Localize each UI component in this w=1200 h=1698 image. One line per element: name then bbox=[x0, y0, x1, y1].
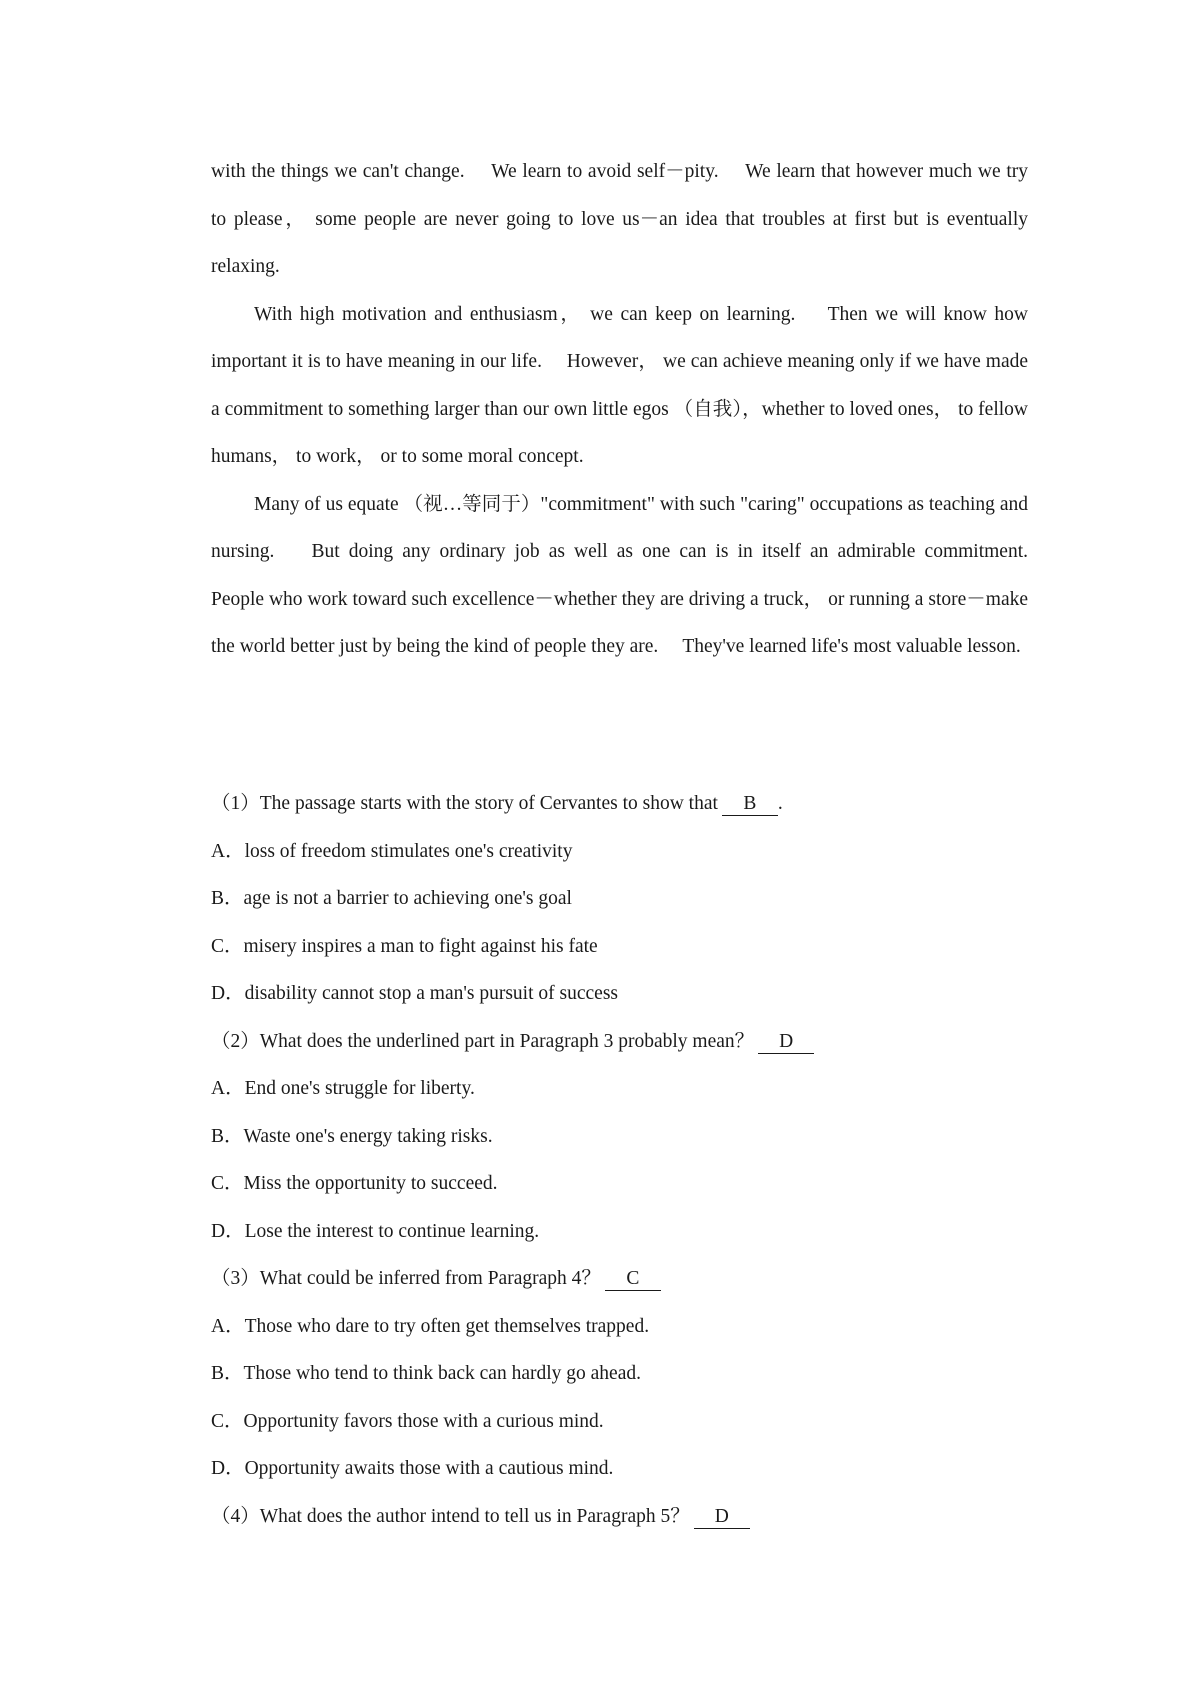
option-c: C．misery inspires a man to fight against his fate bbox=[211, 935, 598, 957]
option-d: D．disability cannot stop a man's pursuit of success bbox=[211, 983, 618, 1004]
question-text: （4）What does the author intend to tell us in Paragraph 5？ bbox=[211, 1505, 690, 1527]
option-d: D．Opportunity awaits those with a cautious mind. bbox=[211, 1458, 614, 1479]
question-suffix: . bbox=[777, 793, 783, 814]
answer-blank: C bbox=[605, 1268, 661, 1291]
question-stem bbox=[211, 1493, 1028, 1541]
option-c: C．Miss the opportunity to succeed. bbox=[211, 1173, 498, 1194]
option-d: D．Lose the interest to continue learning. bbox=[211, 1220, 540, 1242]
option-b: B．Those who tend to think back can hardly go ahead. bbox=[211, 1363, 641, 1384]
answer-blank: D bbox=[758, 1031, 814, 1054]
question-text: （3）What could be inferred from Paragraph 4？ bbox=[211, 1268, 601, 1289]
question-4 bbox=[211, 1493, 1028, 1541]
option-a: A．loss of freedom stimulates one's creativity bbox=[211, 840, 573, 862]
question-list bbox=[211, 780, 1028, 1540]
passage-paragraph: with the things we can't change. We learn to avoid self－pity. We learn that however much we try to please， some people are never going to love us－an idea that troubles at first but is eventually relaxing. bbox=[211, 161, 1028, 277]
question-stem bbox=[211, 1018, 1028, 1066]
option-a: A．End one's struggle for liberty. bbox=[211, 1078, 475, 1099]
reading-passage bbox=[211, 148, 1053, 671]
option-c: C．Opportunity favors those with a curious mind. bbox=[211, 1410, 604, 1432]
passage-paragraph: With high motivation and enthusiasm， we can keep on learning. Then we will know how important it is to have meaning in our life. However， we can achieve meaning only if we have made a commitment to something larger than our own little egos （自我），whether to loved ones， to fellow humans， to work， or to some moral concept. bbox=[211, 303, 1028, 467]
question-stem bbox=[211, 1255, 1028, 1303]
option-a: A．Those who dare to try often get themselves trapped. bbox=[211, 1315, 650, 1337]
question-stem bbox=[211, 780, 1028, 828]
question-2 bbox=[211, 1018, 1028, 1256]
answer-blank: D bbox=[694, 1506, 750, 1529]
answer-blank: B bbox=[722, 793, 778, 816]
question-text: （2）What does the underlined part in Paragraph 3 probably mean？ bbox=[211, 1030, 755, 1052]
question-text: （1）The passage starts with the story of Cervantes to show that bbox=[211, 793, 718, 814]
option-b: B．age is not a barrier to achieving one's goal bbox=[211, 888, 572, 909]
option-b: B．Waste one's energy taking risks. bbox=[211, 1125, 493, 1147]
question-3 bbox=[211, 1255, 1028, 1493]
question-1 bbox=[211, 780, 1028, 1018]
passage-paragraph: Many of us equate （视…等同于）"commitment" with such "caring" occupations as teaching and nursing. But doing any ordinary job as well as one can is in itself an admirable commitment. People who work toward such excellence－whether they are driving a truck， or running a store－make the world better just by being the kind of people they are. They've learned life's most valuable lesson. bbox=[211, 493, 1053, 657]
